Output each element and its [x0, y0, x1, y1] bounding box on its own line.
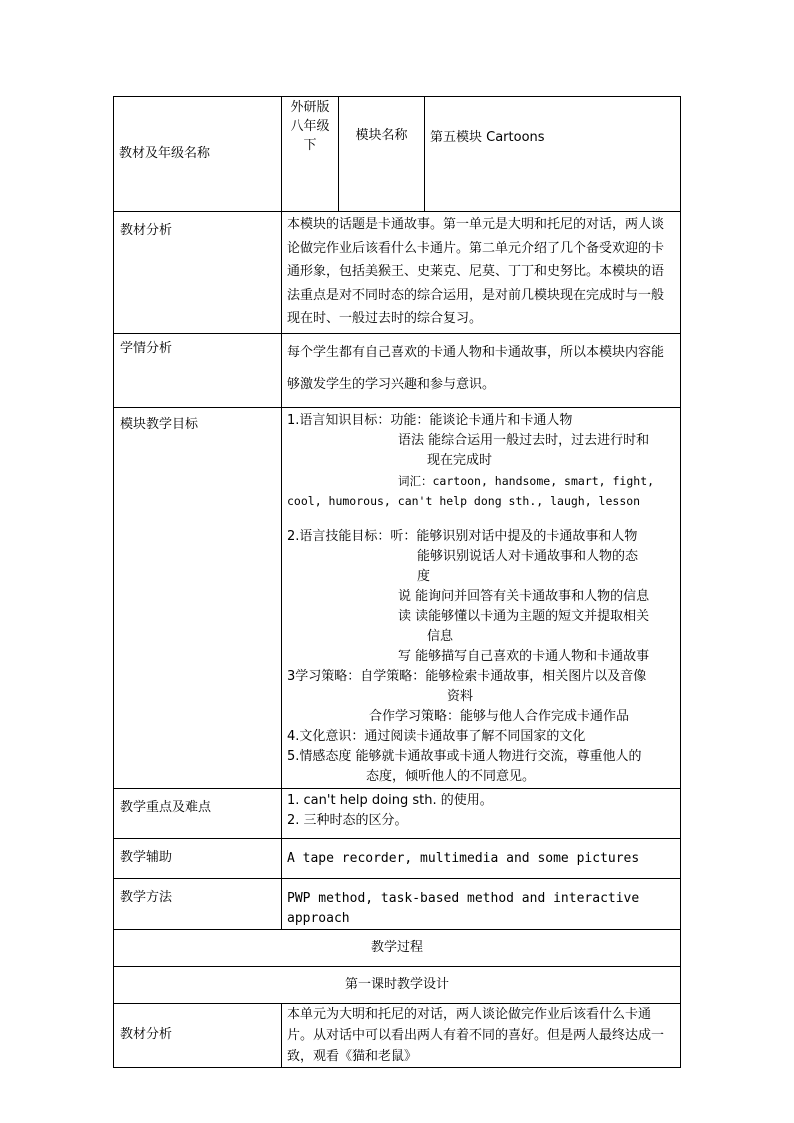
analysis-label: 教材分析: [114, 212, 282, 334]
module-label: 模块名称: [339, 97, 425, 212]
goal-attitude-cont: 态度，倾听他人的不同意见。: [366, 768, 536, 784]
focus-item-1: 1. can't help doing sth. 的使用。: [287, 792, 493, 808]
goal-skills-reading: 读 读能够懂以卡通为主题的短文并提取相关: [398, 608, 650, 624]
analysis-row: [114, 212, 681, 334]
goal-knowledge-vocab: 词汇：cartoon, handsome, smart, fight,: [398, 473, 655, 488]
goal-attitude: 5.情感态度 能够就卡通故事或卡通人物进行交流，尊重他人的: [287, 748, 642, 764]
students-row: [114, 333, 681, 407]
methods-row: [114, 878, 681, 929]
focus-label: 教学重点及难点: [114, 788, 282, 838]
module-value: [425, 97, 681, 212]
goal-skills-listening: 2.语言技能目标：听：能够识别对话中提及的卡通故事和人物: [287, 528, 638, 544]
lesson1-analysis-label: 教材分析: [114, 1003, 282, 1067]
students-text: 每个学生都有自己喜欢的卡通人物和卡通故事，所以本模块内容能够激发学生的学习兴趣和参与意识。: [282, 333, 681, 407]
goal-skills-listening-3: 度: [417, 568, 431, 584]
focus-item-2: 2. 三种时态的区分。: [287, 812, 408, 828]
focus-row: [114, 788, 681, 838]
analysis-text: 本模块的话题是卡通故事。第一单元是大明和托尼的对话，两人谈论做完作业后该看什么卡通片。第二单元介绍了几个备受欢迎的卡通形象，包括美猴王、史莱克、尼莫、丁丁和史努比。本模块的语法重点是对不同时态的综合运用，是对前几模块现在完成时与一般现在时、一般过去时的综合复习。: [282, 212, 681, 334]
goals-row: [114, 407, 681, 788]
goal-strategy-self-cont: 资料: [447, 688, 474, 704]
goal-knowledge-function: 1.语言知识目标：功能：能谈论卡通片和卡通人物: [287, 412, 573, 428]
aids-label: 教学辅助: [114, 838, 282, 878]
lesson-plan-table: [113, 96, 681, 1068]
goal-strategy-coop: 合作学习策略：能够与他人合作完成卡通作品: [369, 708, 630, 724]
aids-row: [114, 838, 681, 878]
focus-content: [282, 788, 681, 838]
header-row: [114, 97, 681, 212]
goal-skills-reading-cont: 信息: [427, 628, 454, 644]
lesson1-analysis-text: 本单元为大明和托尼的对话，两人谈论做完作业后该看什么卡通片。从对话中可以看出两人有着不同的喜好。但是两人最终达成一致，观看《猫和老鼠》: [282, 1003, 681, 1067]
goal-strategy-self: 3学习策略：自学策略：能够检索卡通故事，相关图片以及音像: [287, 668, 647, 684]
module-value-text: 第五模块 Cartoons: [430, 130, 545, 145]
lesson1-analysis-row: [114, 1003, 681, 1067]
goal-knowledge-vocab-cont: cool, humorous, can't help dong sth., laugh, lesson: [287, 493, 641, 508]
lesson1-title-row: [114, 966, 681, 1003]
textbook-value: 外研版 八年级下: [282, 97, 339, 212]
goal-skills-writing: 写 能够描写自己喜欢的卡通人物和卡通故事: [398, 648, 650, 664]
goals-label: 模块教学目标: [114, 407, 282, 788]
goal-knowledge-grammar: 语法 能综合运用一般过去时，过去进行时和: [398, 432, 650, 448]
goal-skills-listening-2: 能够识别说话人对卡通故事和人物的态: [417, 548, 639, 564]
process-title: 教学过程: [114, 929, 681, 966]
process-title-row: [114, 929, 681, 966]
aids-text: A tape recorder, multimedia and some pictures: [282, 838, 681, 878]
lesson1-title: 第一课时教学设计: [114, 966, 681, 1003]
goals-content: [282, 407, 681, 788]
students-label: 学情分析: [114, 333, 282, 407]
goal-skills-speaking: 说 能询问并回答有关卡通故事和人物的信息: [398, 588, 650, 604]
goal-culture: 4.文化意识：通过阅读卡通故事了解不同国家的文化: [287, 728, 586, 744]
methods-text: PWP method, task-based method and interactive approach: [282, 878, 681, 929]
methods-label: 教学方法: [114, 878, 282, 929]
goal-knowledge-grammar-cont: 现在完成时: [427, 452, 493, 468]
textbook-label: 教材及年级名称: [114, 97, 282, 212]
